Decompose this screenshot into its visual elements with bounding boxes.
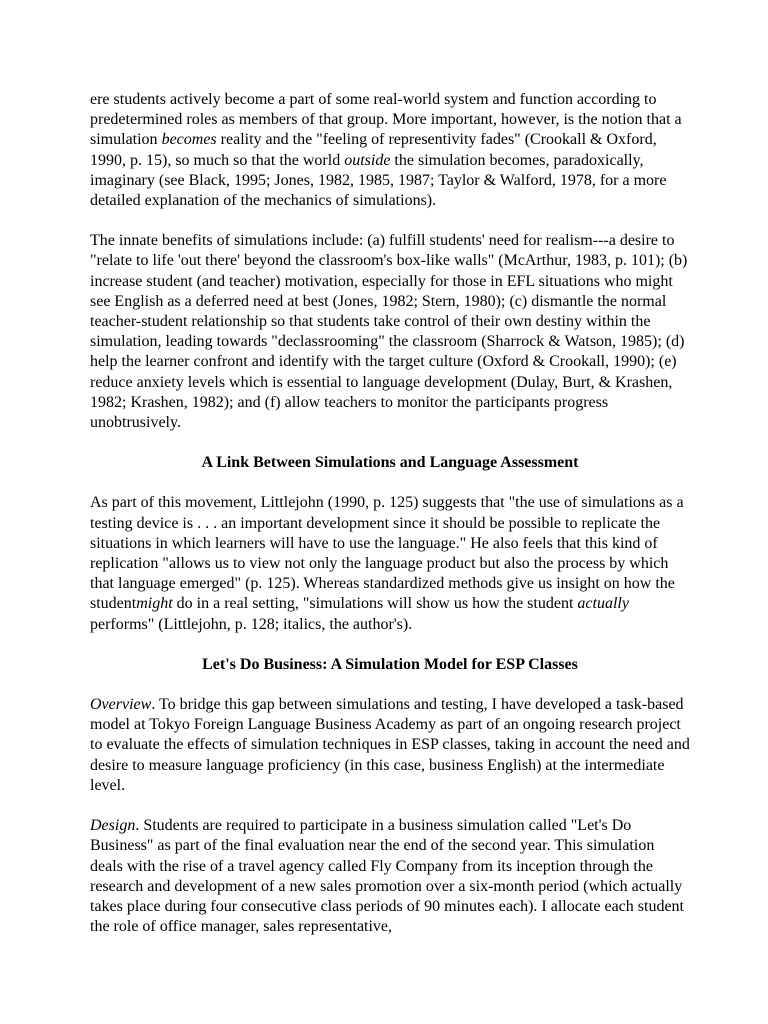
paragraph-littlejohn: As part of this movement, Littlejohn (1990, p. 125) suggests that "the use of simulations as a testing device is . . . an important development since it should be possible to replicate the situations in which learners will have to use the language." He also feels that this kind of replication "allows us to view not only the language product but also the process by which that language emerged" (p. 125). Whereas standardized methods give us insight on how the studentmight do in a real setting, "simulations will show us how the student actually performs" (Littlejohn, p. 128; italics, the author's). — [90, 494, 684, 633]
paragraph-overview: Overview. To bridge this gap between simulations and testing, I have developed a task-based model at Tokyo Foreign Language Business Academy as part of an ongoing research project to evaluate the effects of simulation techniques in ESP classes, taking in account the need and desire to measure language proficiency (in this case, business English) at the intermediate level. — [90, 696, 690, 794]
section-heading-lets-do-business: Let's Do Business: A Simulation Model for ESP Classes — [202, 655, 578, 673]
paragraph-simulation-reality: ere students actively become a part of some real-world system and function according to predetermined roles as members of that group. More important, however, is the notion that a simulation becomes reality and the "feeling of representivity fades" (Crookall & Oxford, 1990, p. 15), so much so that the world outside the simulation becomes, paradoxically, imaginary (see Black, 1995; Jones, 1982, 1985, 1987; Taylor & Walford, 1978, for a more detailed explanation of the mechanics of simulations). — [90, 91, 682, 210]
paragraph-design: Design. Students are required to participate in a business simulation called "Let's Do Business" as part of the final evaluation near the end of the second year. This simulation deals with the rise of a travel agency called Fly Company from its inception through the research and development of a new sales promotion over a six-month period (which actually takes place during four consecutive class periods of 90 minutes each). I allocate each student the role of office manager, sales representative, — [90, 817, 684, 936]
section-heading-link: A Link Between Simulations and Language Assessment — [201, 454, 579, 472]
paragraph-innate-benefits: The innate benefits of simulations include: (a) fulfill students' need for realism---a desire to "relate to life 'out there' beyond the classroom's box-like walls" (McArthur, 1983, p. 101); (b) increase student (and teacher) motivation, especially for those in EFL situations who might see English as a deferred need at best (Jones, 1982; Stern, 1980); (c) dismantle the normal teacher-student relationship so that students take control of their own destiny within the simulation, leading towards "declassrooming" the classroom (Sharrock & Watson, 1985); (d) help the learner confront and identify with the target culture (Oxford & Crookall, 1990); (e) reduce anxiety levels which is essential to language development (Dulay, Burt, & Krashen, 1982; Krashen, 1982); and (f) allow teachers to monitor the participants progress unobtrusively. — [90, 232, 688, 432]
document-page — [90, 90, 690, 957]
